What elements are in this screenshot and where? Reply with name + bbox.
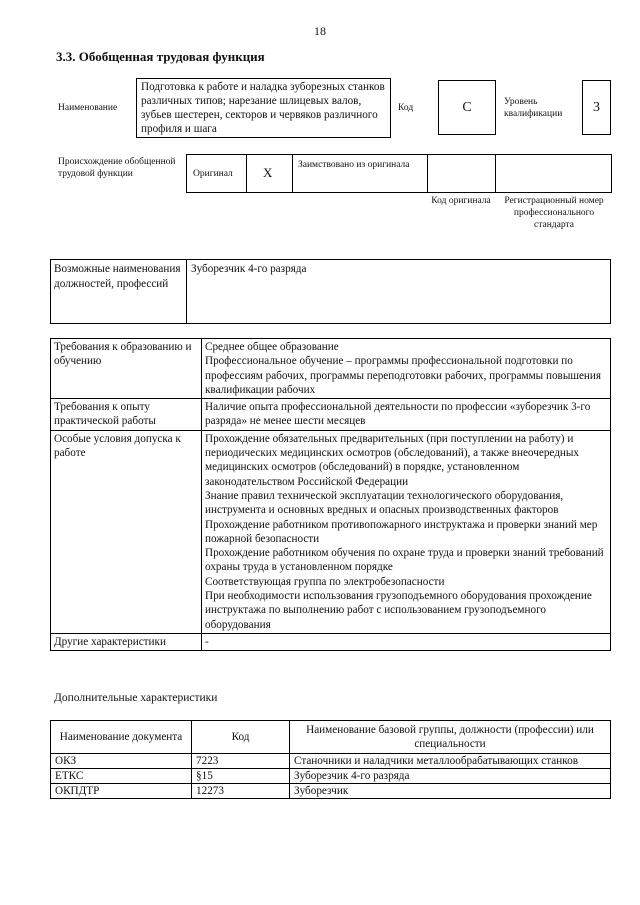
requirement-line: Прохождение обязательных предварительных (при поступлении на работу) и периодических медицинских осмотров (обследований), а также внеочередных медицинских осмотров (обследований) в порядке, установленном законодательством Российской Федерации <box>205 432 580 488</box>
table-cell: ОКПДТР <box>51 784 192 799</box>
table-header-row <box>51 721 611 754</box>
requirement-line: Знание правил технической эксплуатации технологического оборудования, инструмента и основных вредных и опасных производственных факторов <box>205 489 564 517</box>
requirement-label: Особые условия допуска к работе <box>51 430 202 633</box>
additional-table <box>50 720 611 799</box>
table-header: Наименование базовой группы, должности (профессии) или специальности <box>290 721 611 754</box>
origin-table <box>186 154 612 193</box>
requirement-line: Среднее общее образование <box>205 341 339 353</box>
origin-label: Происхождение обобщенной трудовой функции <box>58 157 176 179</box>
table-cell: Станочники и наладчики металлообрабатывающих станков <box>290 754 611 769</box>
requirement-content <box>202 633 611 650</box>
requirement-row-other <box>51 633 611 650</box>
level-label: Уровень квалификации <box>504 97 563 119</box>
table-header: Наименование документа <box>51 721 192 754</box>
positions-table <box>50 259 611 324</box>
requirement-line: Прохождение работником противопожарного инструктажа и проверки знаний мер пожарной безопасности <box>205 518 598 545</box>
requirement-row-experience <box>51 399 611 431</box>
requirement-row-education <box>51 339 611 399</box>
positions-label: Возможные наименования должностей, профессий <box>51 260 187 324</box>
table-cell: ОКЗ <box>51 754 192 769</box>
code-label: Код <box>398 103 414 113</box>
requirement-line: Наличие опыта профессиональной деятельности по профессии «зуборезчик 3-го разряда» не менее шести месяцев <box>205 401 591 428</box>
code-value: C <box>438 80 496 135</box>
additional-title: Дополнительные характеристики <box>54 692 218 704</box>
level-value: 3 <box>582 80 611 135</box>
requirement-line: Профессиональное обучение – программы профессиональной подготовки по профессиям рабочих, программы переподготовки рабочих, программы повышения квалификации рабочих <box>205 355 602 396</box>
code-original-label: Код оригинала <box>431 196 491 206</box>
positions-value: Зуборезчик 4-го разряда <box>187 260 611 324</box>
table-cell: ЕТКС <box>51 769 192 784</box>
table-cell: §15 <box>192 769 290 784</box>
page-number: 18 <box>314 24 326 38</box>
reg-number-label: Регистрационный номер профессионального стандарта <box>504 196 604 230</box>
original-mark: X <box>263 165 273 180</box>
requirement-line: Соответствующая группа по электробезопасности <box>205 575 445 588</box>
requirement-label: Другие характеристики <box>51 633 202 650</box>
requirement-label: Требования к образованию и обучению <box>51 339 202 399</box>
name-value: Подготовка к работе и наладка зуборезных станков различных типов; нарезание шлицевых валов, зубьев шестерен, секторов и червяков различного профиля и шага <box>136 78 391 138</box>
requirement-row-admission <box>51 430 611 633</box>
table-header: Код <box>192 721 290 754</box>
table-cell: 7223 <box>192 754 290 769</box>
requirement-label: Требования к опыту практической работы <box>51 399 202 431</box>
table-row <box>51 754 611 769</box>
requirement-content <box>202 339 611 399</box>
name-label: Наименование <box>58 103 118 113</box>
requirement-content <box>202 430 611 633</box>
requirement-line: При необходимости использования грузоподъемного оборудования прохождение инструктажа по выполнению работ с использованием грузоподъемного оборудования <box>205 590 592 631</box>
original-label: Оригинал <box>193 169 233 179</box>
table-cell: Зуборезчик <box>290 784 611 799</box>
requirement-line: - <box>205 635 209 648</box>
section-title: 3.3. Обобщенная трудовая функция <box>56 49 265 64</box>
requirement-line: Прохождение работником обучения по охране труда и проверки знаний требований охраны труда в установленном порядке <box>205 547 604 574</box>
table-row <box>51 784 611 799</box>
table-row <box>51 769 611 784</box>
requirement-content <box>202 399 611 431</box>
table-cell: Зуборезчик 4-го разряда <box>290 769 611 784</box>
borrowed-label: Заимствовано из оригинала <box>298 160 410 170</box>
table-cell: 12273 <box>192 784 290 799</box>
requirements-table <box>50 338 611 651</box>
